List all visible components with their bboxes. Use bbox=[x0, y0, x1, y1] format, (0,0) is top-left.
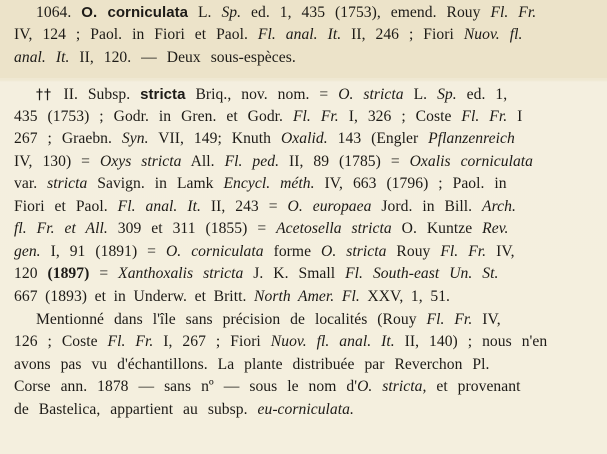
text-run: IV, 124 ; Paol. in Fiori et Paol. bbox=[14, 26, 258, 43]
text-run: avons pas vu d'échantillons. La plante distribuée par Reverchon Pl. bbox=[14, 356, 490, 373]
italic-run: Oxys stricta bbox=[99, 153, 182, 170]
italic-run: Oxalid. bbox=[280, 130, 328, 147]
text-run: IV, 663 (1796) ; Paol. in bbox=[314, 175, 507, 192]
italic-run: fl. Fr. et All. bbox=[14, 220, 108, 237]
text-run: II, 120. — Deux sous-espèces. bbox=[69, 49, 296, 66]
text-line bbox=[36, 309, 607, 331]
text-run: XXV, 1, 51. bbox=[359, 288, 450, 305]
italic-run: Nuov. fl. bbox=[463, 26, 523, 43]
italic-run: Fl. South-east Un. St. bbox=[345, 265, 499, 282]
text-line bbox=[14, 263, 607, 285]
italic-run: O. stricta, bbox=[357, 378, 427, 395]
taxon-name: O. corniculata bbox=[81, 4, 189, 21]
text-line bbox=[14, 331, 607, 353]
text-run: 120 bbox=[14, 265, 48, 282]
italic-run: anal. It. bbox=[14, 49, 70, 66]
text-run: II, 243 = bbox=[200, 198, 288, 215]
text-run: VII, 149; Knuth bbox=[148, 130, 281, 147]
text-run: de Bastelica, appartient au subsp. bbox=[14, 401, 258, 418]
italic-run: North Amer. Fl. bbox=[254, 288, 360, 305]
text-run: II, 89 (1785) = bbox=[279, 153, 410, 170]
text-run: J. K. Small bbox=[243, 265, 346, 282]
italic-run: O. stricta bbox=[338, 86, 404, 103]
text-line bbox=[36, 2, 607, 24]
italic-run: Fl. Fr. bbox=[426, 311, 473, 328]
italic-run: O. corniculata bbox=[165, 243, 264, 260]
text-run: I, 91 (1891) = bbox=[40, 243, 166, 260]
text-run: O. Kuntze bbox=[391, 220, 483, 237]
text-run: Jord. in Bill. bbox=[371, 198, 483, 215]
text-line bbox=[14, 354, 607, 376]
text-line bbox=[14, 47, 607, 69]
italic-run: O. stricta bbox=[321, 243, 387, 260]
text-run: Fiori et Paol. bbox=[14, 198, 118, 215]
text-line bbox=[14, 241, 607, 263]
text-run: II. Subsp. bbox=[63, 86, 141, 103]
text-run: IV, 130) = bbox=[14, 153, 100, 170]
text-line bbox=[14, 128, 607, 150]
italic-run: Fl. anal. It. bbox=[257, 26, 342, 43]
text-run: 667 (1893) et in Underw. et Britt. bbox=[14, 288, 255, 305]
italic-run: Syn. bbox=[121, 130, 149, 147]
text-line bbox=[14, 286, 607, 308]
text-line bbox=[14, 173, 607, 195]
italic-run: Fl. ped. bbox=[224, 153, 280, 170]
text-run: forme bbox=[263, 243, 322, 260]
italic-run: Nuov. fl. anal. It. bbox=[270, 333, 395, 350]
text-line bbox=[14, 218, 607, 240]
text-line bbox=[36, 84, 607, 106]
text-run: 267 ; Graebn. bbox=[14, 130, 122, 147]
text-line bbox=[14, 106, 607, 128]
text-run: 126 ; Coste bbox=[14, 333, 108, 350]
italic-run: stricta bbox=[47, 175, 88, 192]
text-run: I, 326 ; Coste bbox=[338, 108, 462, 125]
text-run: var. bbox=[14, 175, 48, 192]
italic-run: Fl. Fr. bbox=[490, 4, 537, 21]
text-run: 309 et 311 (1855) = bbox=[107, 220, 277, 237]
taxon-name: stricta bbox=[140, 86, 186, 103]
italic-run: Sp. bbox=[437, 86, 457, 103]
text-line bbox=[14, 24, 607, 46]
text-run: II, 140) ; nous n'en bbox=[394, 333, 548, 350]
text-line bbox=[14, 399, 607, 421]
text-run: Rouy bbox=[386, 243, 441, 260]
text-run: ed. 1, 435 (1753), emend. Rouy bbox=[241, 4, 491, 21]
italic-run: Fl. Fr. bbox=[440, 243, 487, 260]
text-run: †† bbox=[36, 87, 64, 103]
text-run: et provenant bbox=[426, 378, 521, 395]
text-run: ed. 1, bbox=[456, 86, 508, 103]
italic-run: Fl. anal. It. bbox=[117, 198, 201, 215]
text-run: II, 246 ; Fiori bbox=[341, 26, 464, 43]
italic-run: Xanthoxalis stricta bbox=[118, 265, 244, 282]
text-run: I, 267 ; Fiori bbox=[153, 333, 271, 350]
text-run: L. bbox=[403, 86, 438, 103]
italic-run: Acetosella stricta bbox=[276, 220, 392, 237]
italic-run: Rev. bbox=[482, 220, 509, 237]
text-run: Savign. in Lamk bbox=[87, 175, 224, 192]
text-run: L. bbox=[188, 4, 222, 21]
text-run: I bbox=[507, 108, 523, 125]
italic-run: O. europaea bbox=[287, 198, 372, 215]
italic-run: Pflanzenreich bbox=[428, 130, 515, 147]
italic-run: Arch. bbox=[482, 198, 516, 215]
text-run: IV, bbox=[486, 243, 515, 260]
text-run: 435 (1753) ; Godr. in Gren. et Godr. bbox=[14, 108, 293, 125]
text-run: IV, bbox=[472, 311, 501, 328]
text-run: (1897) bbox=[47, 265, 90, 282]
italic-run: gen. bbox=[14, 243, 41, 260]
text-run: Briq., nov. nom. = bbox=[185, 86, 339, 103]
italic-run: Fl. Fr. bbox=[107, 333, 154, 350]
text-line bbox=[14, 151, 607, 173]
text-run: 1064. bbox=[36, 4, 82, 21]
text-line bbox=[14, 196, 607, 218]
italic-run: eu-corniculata. bbox=[257, 401, 354, 418]
text-run: Corse ann. 1878 — sans nº — sous le nom d' bbox=[14, 378, 358, 395]
italic-run: Fl. Fr. bbox=[461, 108, 508, 125]
text-run: = bbox=[89, 265, 119, 282]
italic-run: Sp. bbox=[221, 4, 242, 21]
italic-run: Oxalis corniculata bbox=[409, 153, 534, 170]
text-run: 143 (Engler bbox=[327, 130, 429, 147]
text-run: Mentionné dans l'île sans précision de localités (Rouy bbox=[36, 311, 427, 328]
text-line bbox=[14, 376, 607, 398]
italic-run: Encycl. méth. bbox=[223, 175, 315, 192]
italic-run: Fl. Fr. bbox=[292, 108, 339, 125]
text-run: All. bbox=[181, 153, 225, 170]
